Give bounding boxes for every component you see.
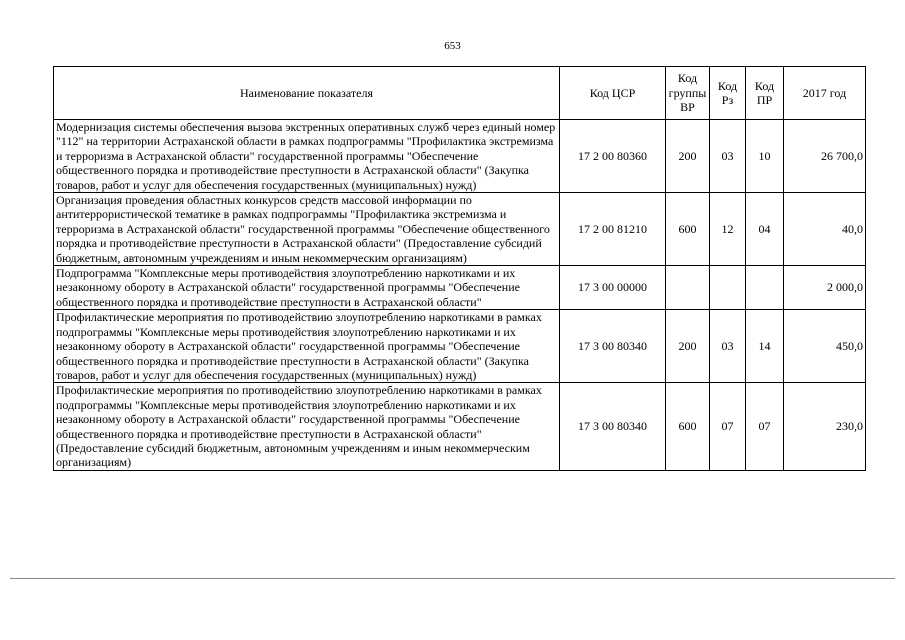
row-amount: 40,0	[784, 193, 866, 266]
header-rz: Код Рз	[710, 67, 746, 120]
row-name: Подпрограмма "Комплексные меры противодействия злоупотреблению наркотиками и их незаконному обороту в Астраханской области" государственной программы "Обеспечение общественного порядка и противодействие преступности в Астраханской области"	[54, 266, 560, 310]
row-pr: 04	[746, 193, 784, 266]
row-amount: 2 000,0	[784, 266, 866, 310]
row-csr: 17 2 00 81210	[560, 193, 666, 266]
row-rz	[710, 266, 746, 310]
table-row	[54, 120, 866, 193]
row-pr	[746, 266, 784, 310]
row-name: Модернизация системы обеспечения вызова экстренных оперативных служб через единый номер "112" на территории Астраханской области в рамках подпрограммы "Профилактика экстремизма и терроризма в Астраханской области" государственной программы "Обеспечение общественного порядка и противодействие преступности в Астраханской области" (Закупка товаров, работ и услуг для обеспечения государственных (муниципальных) нужд)	[54, 120, 560, 193]
row-amount: 450,0	[784, 310, 866, 383]
row-name: Профилактические мероприятия по противодействию злоупотреблению наркотиками в рамках подпрограммы "Комплексные меры противодействия злоупотреблению наркотиками и их незаконному обороту в Астраханской области" государственной программы "Обеспечение общественного порядка и противодействие преступности в Астраханской области" (Предоставление субсидий бюджетным, автономным учреждениям и иным некоммерческим организациям)	[54, 383, 560, 470]
header-name: Наименование показателя	[54, 67, 560, 120]
budget-table	[53, 66, 866, 471]
row-rz: 12	[710, 193, 746, 266]
row-vr: 200	[666, 120, 710, 193]
row-name: Организация проведения областных конкурсов средств массовой информации по антитеррористической тематике в рамках подпрограммы "Профилактика экстремизма и терроризма в Астраханской области" государственной программы "Обеспечение общественного порядка и противодействие преступности в Астраханской области" (Предоставление субсидий бюджетным, автономным учреждениям и иным некоммерческим организациям)	[54, 193, 560, 266]
header-vr: Код группы ВР	[666, 67, 710, 120]
row-csr: 17 3 00 00000	[560, 266, 666, 310]
row-pr: 14	[746, 310, 784, 383]
header-pr: Код ПР	[746, 67, 784, 120]
row-pr: 10	[746, 120, 784, 193]
row-csr: 17 2 00 80360	[560, 120, 666, 193]
table-header-row	[54, 67, 866, 120]
header-csr: Код ЦСР	[560, 67, 666, 120]
row-name: Профилактические мероприятия по противодействию злоупотреблению наркотиками в рамках подпрограммы "Комплексные меры противодействия злоупотреблению наркотиками и их незаконному обороту в Астраханской области" государственной программы "Обеспечение общественного порядка и противодействие преступности в Астраханской области" (Закупка товаров, работ и услуг для обеспечения государственных (муниципальных) нужд)	[54, 310, 560, 383]
table-row	[54, 310, 866, 383]
row-rz: 07	[710, 383, 746, 470]
row-rz: 03	[710, 120, 746, 193]
row-csr: 17 3 00 80340	[560, 383, 666, 470]
table-row	[54, 193, 866, 266]
row-vr	[666, 266, 710, 310]
row-csr: 17 3 00 80340	[560, 310, 666, 383]
row-amount: 26 700,0	[784, 120, 866, 193]
header-year: 2017 год	[784, 67, 866, 120]
row-vr: 600	[666, 193, 710, 266]
row-vr: 200	[666, 310, 710, 383]
table-row	[54, 266, 866, 310]
row-amount: 230,0	[784, 383, 866, 470]
page-number: 653	[444, 40, 461, 52]
footer-divider	[10, 578, 895, 579]
table-row	[54, 383, 866, 470]
row-rz: 03	[710, 310, 746, 383]
row-pr: 07	[746, 383, 784, 470]
row-vr: 600	[666, 383, 710, 470]
